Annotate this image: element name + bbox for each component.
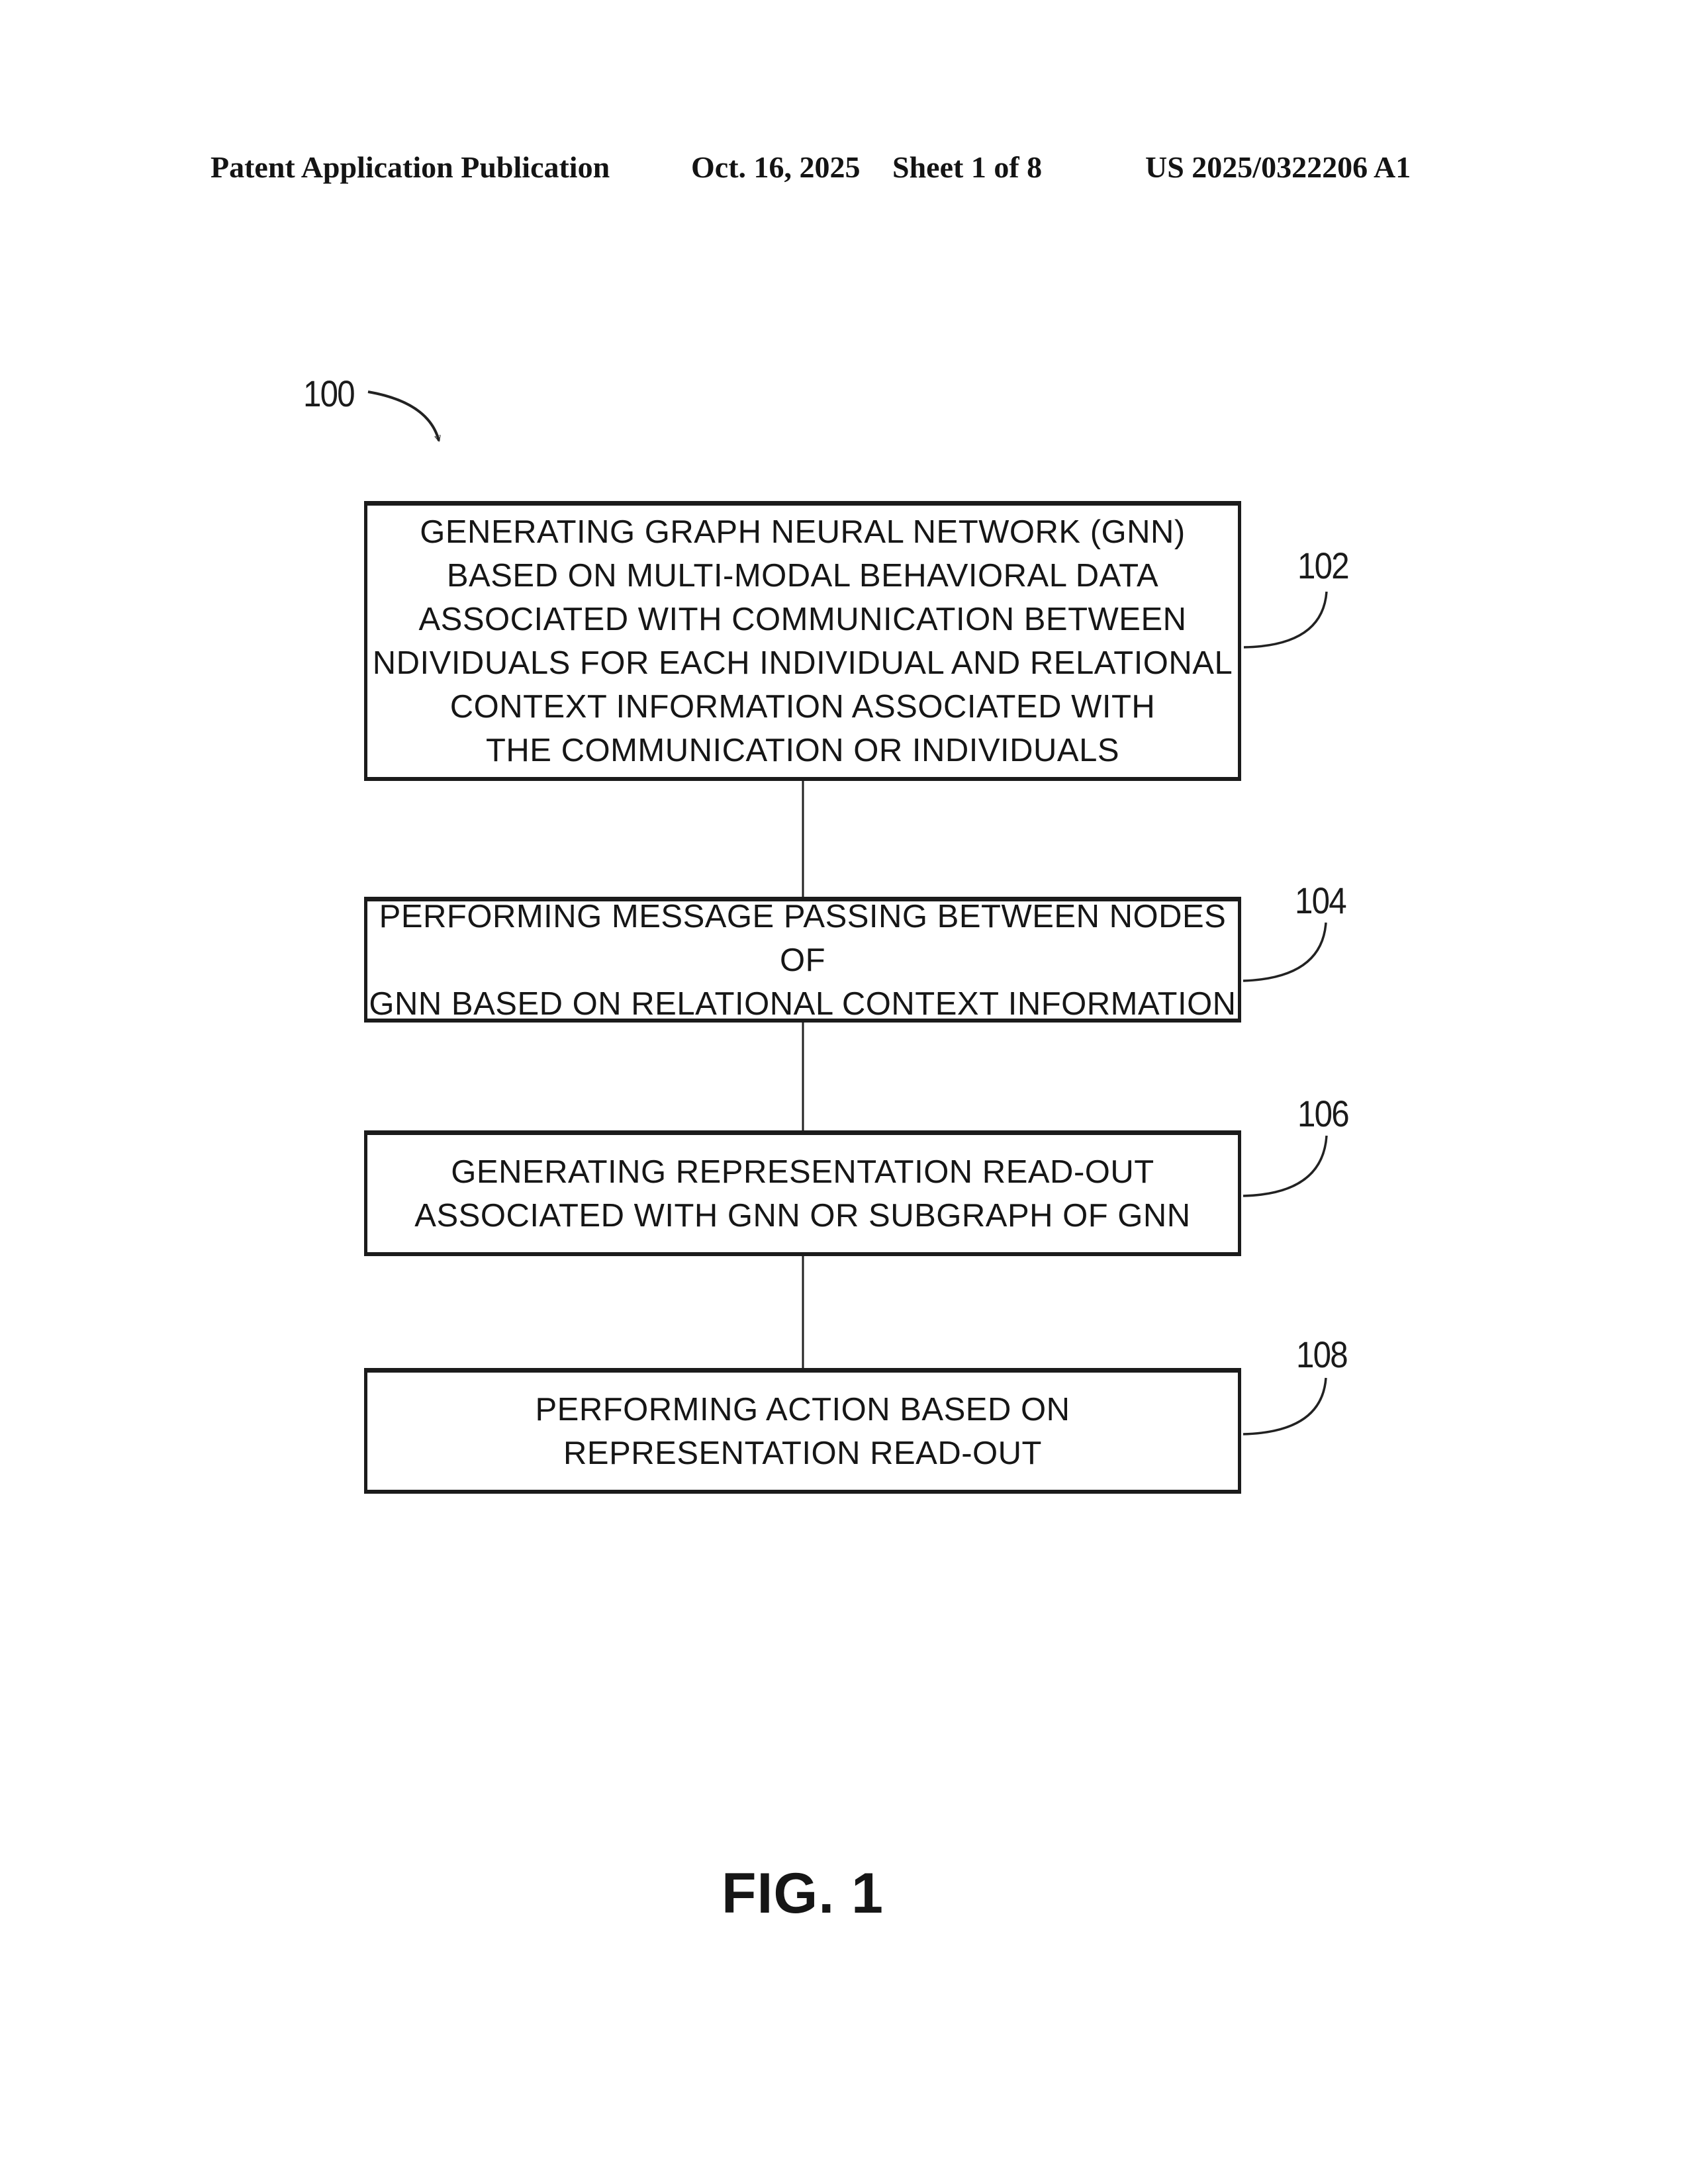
step-ref-106: 106 — [1297, 1093, 1348, 1134]
step-ref-108: 108 — [1296, 1334, 1347, 1375]
header-sheet-number: Sheet 1 of 8 — [892, 150, 1043, 184]
leader-line-104 — [1243, 923, 1326, 981]
header-publication-label: Patent Application Publication — [211, 150, 610, 184]
header-publication-date: Oct. 16, 2025 — [691, 150, 861, 184]
leader-line-102 — [1244, 592, 1327, 647]
ref-100-arrow-icon — [368, 392, 439, 441]
leader-line-106 — [1243, 1136, 1327, 1196]
flow-step-generate-gnn: GENERATING GRAPH NEURAL NETWORK (GNN) BASED ON MULTI-MODAL BEHAVIORAL DATA ASSOCIATED WITH COMMUNICATION BETWEEN NDIVIDUALS FOR EACH INDIVIDUAL AND RELATIONAL CONTEXT INFORMATION ASSOCIATED WITH THE COMMUNICATION OR INDIVIDUALS — [364, 501, 1241, 781]
step-ref-102: 102 — [1297, 545, 1348, 586]
step-ref-104: 104 — [1295, 880, 1346, 921]
flow-step-readout: GENERATING REPRESENTATION READ-OUT ASSOCIATED WITH GNN OR SUBGRAPH OF GNN — [364, 1130, 1241, 1256]
diagram-ref-100: 100 — [303, 373, 354, 414]
leader-line-108 — [1243, 1378, 1326, 1434]
header-document-number: US 2025/0322206 A1 — [1145, 150, 1411, 184]
flow-step-perform-action: PERFORMING ACTION BASED ON REPRESENTATION READ-OUT — [364, 1368, 1241, 1494]
figure-caption: FIG. 1 — [722, 1862, 884, 1925]
flow-step-message-passing: PERFORMING MESSAGE PASSING BETWEEN NODES OF GNN BASED ON RELATIONAL CONTEXT INFORMATION — [364, 897, 1241, 1023]
